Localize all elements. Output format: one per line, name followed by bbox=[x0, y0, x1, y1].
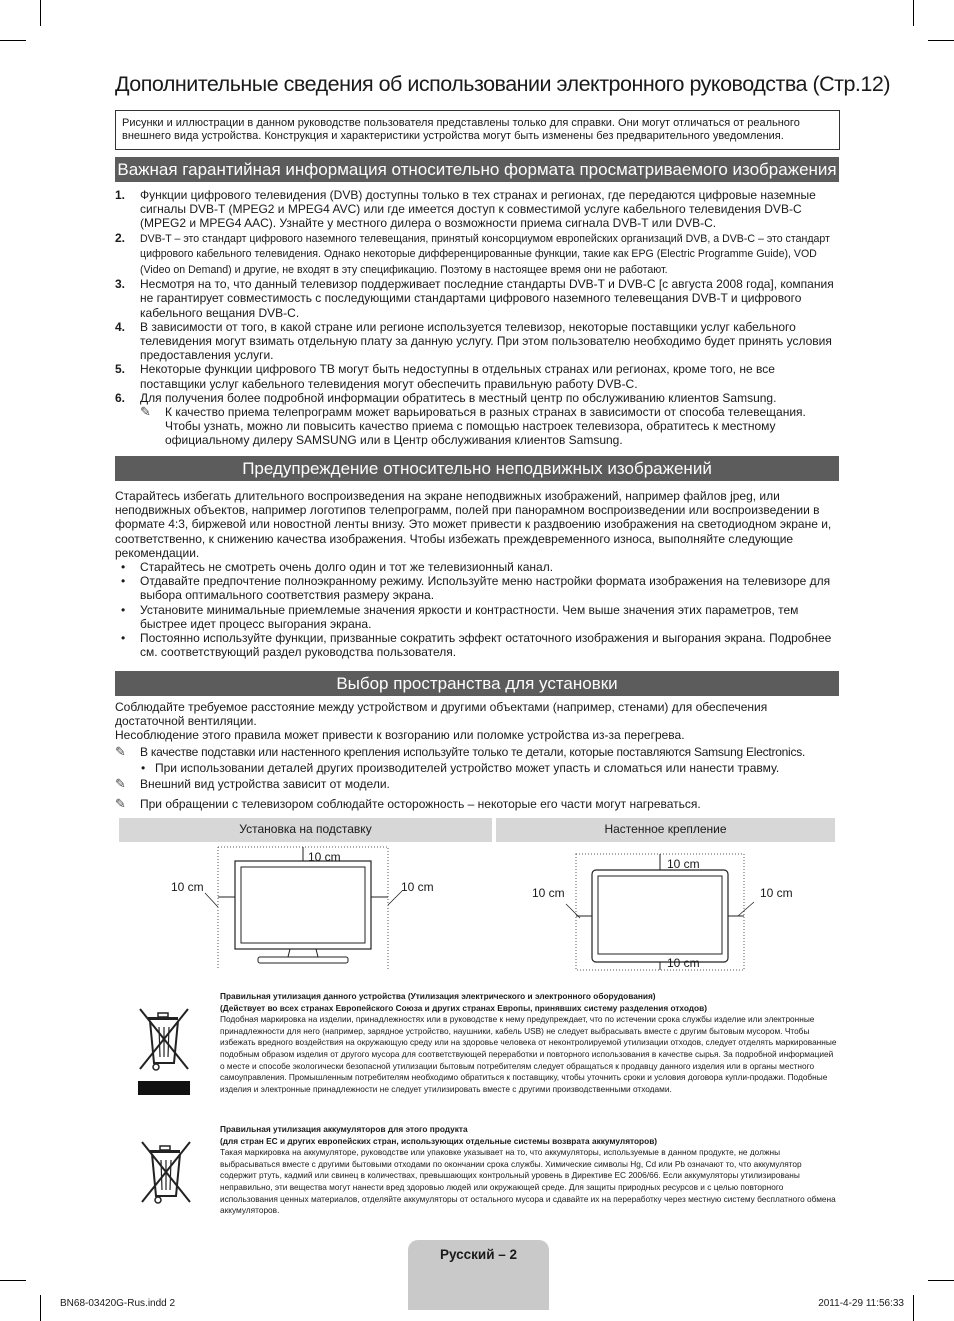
battery-body: Такая маркировка на аккумуляторе, руководстве или упаковке указывает на то, что аккумуляторы, используемые в данном продукте, не должны выбрасываться вместе с другими бытовыми отходами по окончании срока службы. Химические символы Hg, Cd или Pb означают то, что аккумулятор содержит ртуть, кадмий или свинец в количествах, превышающих контрольный уровень в Директиве ЕС 2006/66. Если аккумуляторы утилизированы неправильно, эти вещества могут нанести вред здоровью людей или окружающей среде. Для защиты природных ресурсов и с целью повторного использования ценных материалов, отделяйте аккумуляторы от остального мусора и сдавайте их на переработку через местную систему бесплатного обмена аккумуляторов. bbox=[220, 1147, 836, 1216]
dimension-label: 10 cm bbox=[401, 880, 434, 894]
note-text: При обращении с телевизором соблюдайте осторожность – некоторые его части могут нагреваться. bbox=[140, 797, 701, 812]
pencil-note-icon: ✎ bbox=[115, 776, 126, 792]
weee-title: Правильная утилизация данного устройства (Утилизация электрического и электронного оборудования) bbox=[220, 991, 656, 1001]
item-number: 1. bbox=[115, 188, 126, 202]
page-number-tab: Русский – 2 bbox=[408, 1240, 549, 1310]
bullet-text: При использовании деталей других производителей устройство может упасть и сломаться или нанести травму. bbox=[155, 760, 780, 775]
battery-title: Правильная утилизация аккумуляторов для этого продукта bbox=[220, 1124, 468, 1134]
still-intro: Старайтесь избегать длительного воспроизведения на экране неподвижных изображений, например файлов jpeg, или неподвижных объектов, например логотипов телепрограмм, полей при панорамном воспроизведении или воспроизведении в формате 4:3, биржевой или новостной ленты внизу. Это может привести к раздвоению изображения на светодиодном экране и, соответственно, к снижению качества изображения. Чтобы избежать преждевременного износа, выполняйте следующие рекомендации. bbox=[115, 489, 832, 560]
install-paragraph: Несоблюдение этого правила может привести к возгоранию или поломке устройства из-за перегрева. bbox=[115, 728, 685, 743]
tv-outline bbox=[592, 870, 728, 962]
page-title: Дополнительные сведения об использовании электронного руководства (Стр.12) bbox=[115, 72, 890, 96]
pencil-note-icon: ✎ bbox=[115, 743, 126, 759]
dimension-label: 10 cm bbox=[760, 886, 793, 900]
item-text: Несмотря на то, что данный телевизор поддерживает последние стандарты DVB-T и DVB-C [с августа 2008 года], компания не гарантирует совместимость с последующими стандартами цифрового наземного телевещания DVB-T и цифрового кабельного вещания DVB-C. bbox=[140, 277, 834, 320]
crossed-battery-bin-icon bbox=[138, 1140, 194, 1206]
pencil-note-icon: ✎ bbox=[140, 403, 151, 419]
disclaimer-box: Рисунки и иллюстрации в данном руководстве пользователя представлены только для справки. Они могут отличаться от реального внешнего вида устройства. Конструкция и характеристики устройства могут быть изменены без предварительного уведомления. bbox=[115, 110, 840, 150]
item-number: 2. bbox=[115, 230, 126, 245]
crop-mark bbox=[928, 1280, 954, 1281]
dimension-label: 10 cm bbox=[532, 886, 565, 900]
crop-mark bbox=[913, 0, 914, 26]
item-number: 6. bbox=[115, 390, 126, 405]
list-item bbox=[115, 231, 839, 278]
crop-mark bbox=[0, 40, 26, 41]
battery-subtitle: (для стран ЕС и других европейских стран, использующих отдельные системы возврата аккумуляторов) bbox=[220, 1135, 658, 1146]
list-item bbox=[115, 391, 839, 405]
crossed-bin-icon bbox=[134, 1003, 194, 1095]
bullet-item: • При использовании деталей других производителей устройство может упасть и сломаться или нанести травму. bbox=[141, 760, 780, 775]
crop-mark bbox=[913, 1295, 914, 1321]
pencil-note-icon: ✎ bbox=[115, 796, 126, 812]
battery-disposal-text bbox=[220, 1124, 838, 1217]
item-text: В зависимости от того, в какой стране или регионе используется телевизор, некоторые поставщики услуг кабельного телевидения могут взимать отдельную плату за данную услугу. При этом пользователю необходимо будет принять условия предоставления услуги. bbox=[140, 319, 832, 363]
wall-clearance-diagram bbox=[560, 850, 760, 976]
bullet-item: • Постоянно используйте функции, призванные сократить эффект остаточного изображения и выгорания экрана. Подробнее см. соответствующий раздел руководства пользователя. bbox=[121, 631, 832, 660]
list-item bbox=[115, 362, 839, 390]
note bbox=[115, 797, 839, 811]
note-text: Внешний вид устройства зависит от модели. bbox=[140, 777, 390, 792]
note-text: К качество приема телепрограмм может варьироваться в разных странах в зависимости от способа телевещания. Чтобы узнать, можно ли повысить качество приема с помощью настроек телевизора, обратитесь к местному официальному дилеру SAMSUNG или в Центр обслуживания клиентов Samsung. bbox=[165, 404, 806, 448]
bullet-text: Постоянно используйте функции, призванные сократить эффект остаточного изображения и выгорания экрана. Подробнее см. соответствующий раздел руководства пользователя. bbox=[140, 631, 832, 660]
crop-mark bbox=[40, 1295, 41, 1321]
bullet-item: • Отдавайте предпочтение полноэкранному режиму. Используйте меню настройки формата изображения на телевизоре для выбора оптимального соответствия размеру экрана. bbox=[121, 574, 831, 603]
dimension-label: 10 cm bbox=[171, 880, 204, 894]
warranty-list bbox=[115, 188, 839, 448]
list-item bbox=[115, 277, 839, 320]
crop-mark bbox=[0, 1280, 26, 1281]
dimension-label: 10 cm bbox=[308, 850, 341, 864]
installation-heading: Выбор пространства для установки bbox=[115, 671, 839, 696]
installation-section bbox=[115, 700, 839, 811]
stand-install-header: Установка на подставку bbox=[119, 818, 492, 842]
item-text: DVB-T – это стандарт цифрового наземного телевещания, принятый консорциумом европейских организаций DVB, а DVB-C – это стандарт цифрового кабельного телевидения. Однако некоторые дифференцированные функции, такие как EPG (Electric Programme Guide), VOD (Video on Demand) и другие, не входят в эту спецификацию. Поэтому в настоящее время они не работают. bbox=[140, 232, 830, 276]
weee-subtitle: (Действует во всех странах Европейского Союза и других странах Европы, принявших систему разделения отходов) bbox=[220, 1002, 707, 1013]
install-paragraph: Соблюдайте требуемое расстояние между устройством и другими объектами (например, стенами) для обеспечения достаточной вентиляции. bbox=[115, 700, 768, 729]
wall-mount-header: Настенное крепление bbox=[496, 818, 835, 842]
tv-outline bbox=[235, 861, 371, 949]
item-text: Некоторые функции цифрового ТВ могут быть недоступны в отдельных странах или регионах, кроме того, не все поставщики услуг кабельного телевидения могут обеспечить правильную работу DVB-C. bbox=[140, 362, 775, 391]
note-text: В качестве подставки или настенного крепления используйте только те детали, которые поставляются Samsung Electronics. bbox=[140, 744, 806, 759]
bullet-text: Установите минимальные приемлемые значения яркости и контрастности. Чем выше значения этих параметров, тем быстрее идет процесс выгорания экрана. bbox=[140, 602, 799, 631]
still-image-section bbox=[115, 489, 839, 659]
warranty-heading: Важная гарантийная информация относительно формата просматриваемого изображения bbox=[115, 157, 839, 182]
item-text: Для получения более подробной информации обратитесь в местный центр по обслуживанию клиентов Samsung. bbox=[140, 390, 777, 405]
weee-body: Подобная маркировка на изделии, принадлежностях или в руководстве к нему предупреждает, что по истечении срока службы изделие или электронные принадлежности для него (например, зарядное устройство, наушники, кабель USB) не следует выбрасывать вместе с другим бытовым мусором. Чтобы избежать вредного воздействия на окружающую среду или на здоровье человека от неконтролируемой утилизации отходов, следует отделять маркированные подобным образом изделия от другого мусора для соответствующей переработки и повторного использования в качестве сырья. За подробной информацией о месте и способе экологически безопасной утилизации бытовым потребителям следует обращаться к продавцу данного изделия или в органы местного самоуправления. Промышленным потребителям необходимо обратиться к поставщику, чтобы уточнить сроки и условия договора купли-продажи. Подобные изделия и электронные принадлежности не следует утилизировать вместе с другими производственными отходами. bbox=[220, 1014, 837, 1094]
note bbox=[140, 405, 839, 448]
crop-mark bbox=[40, 0, 41, 26]
still-image-heading: Предупреждение относительно неподвижных изображений bbox=[115, 456, 839, 481]
dimension-label: 10 cm bbox=[667, 956, 700, 970]
list-item bbox=[115, 188, 839, 231]
list-item bbox=[115, 320, 839, 363]
note bbox=[115, 777, 839, 791]
footer-file-name: BN68-03420G-Rus.indd 2 bbox=[60, 1298, 176, 1309]
bullet-text: Отдавайте предпочтение полноэкранному режиму. Используйте меню настройки формата изображения на телевизоре для выбора оптимального соответствия размеру экрана. bbox=[140, 574, 831, 603]
item-number: 4. bbox=[115, 319, 126, 334]
footer-timestamp: 2011-4-29 11:56:33 bbox=[818, 1298, 904, 1309]
bullet-item: • Установите минимальные приемлемые значения яркости и контрастности. Чем выше значения этих параметров, тем быстрее идет процесс выгорания экрана. bbox=[121, 602, 799, 631]
note bbox=[115, 745, 839, 759]
bullet-text: Старайтесь не смотреть очень долго один и тот же телевизионный канал. bbox=[140, 560, 554, 575]
bullet-item: • Старайтесь не смотреть очень долго один и тот же телевизионный канал. bbox=[121, 560, 554, 575]
dimension-label: 10 cm bbox=[667, 857, 700, 871]
item-number: 5. bbox=[115, 362, 126, 377]
crop-mark bbox=[928, 40, 954, 41]
item-number: 3. bbox=[115, 277, 126, 292]
stand-clearance-diagram bbox=[160, 845, 460, 975]
weee-disposal-text bbox=[220, 991, 838, 1095]
item-text: Функции цифрового телевидения (DVB) доступны только в тех странах и регионах, где передаются цифровые наземные сигналы DVB-T (MPEG2 и MPEG4 AVC) или где имеется доступ к совместимой услуге кабельного телевидения DVB-C (MPEG2 и MPEG4 AAC). Узнайте у местного дилера о возможности приема сигнала DVB-T или DVB-C. bbox=[140, 188, 816, 231]
